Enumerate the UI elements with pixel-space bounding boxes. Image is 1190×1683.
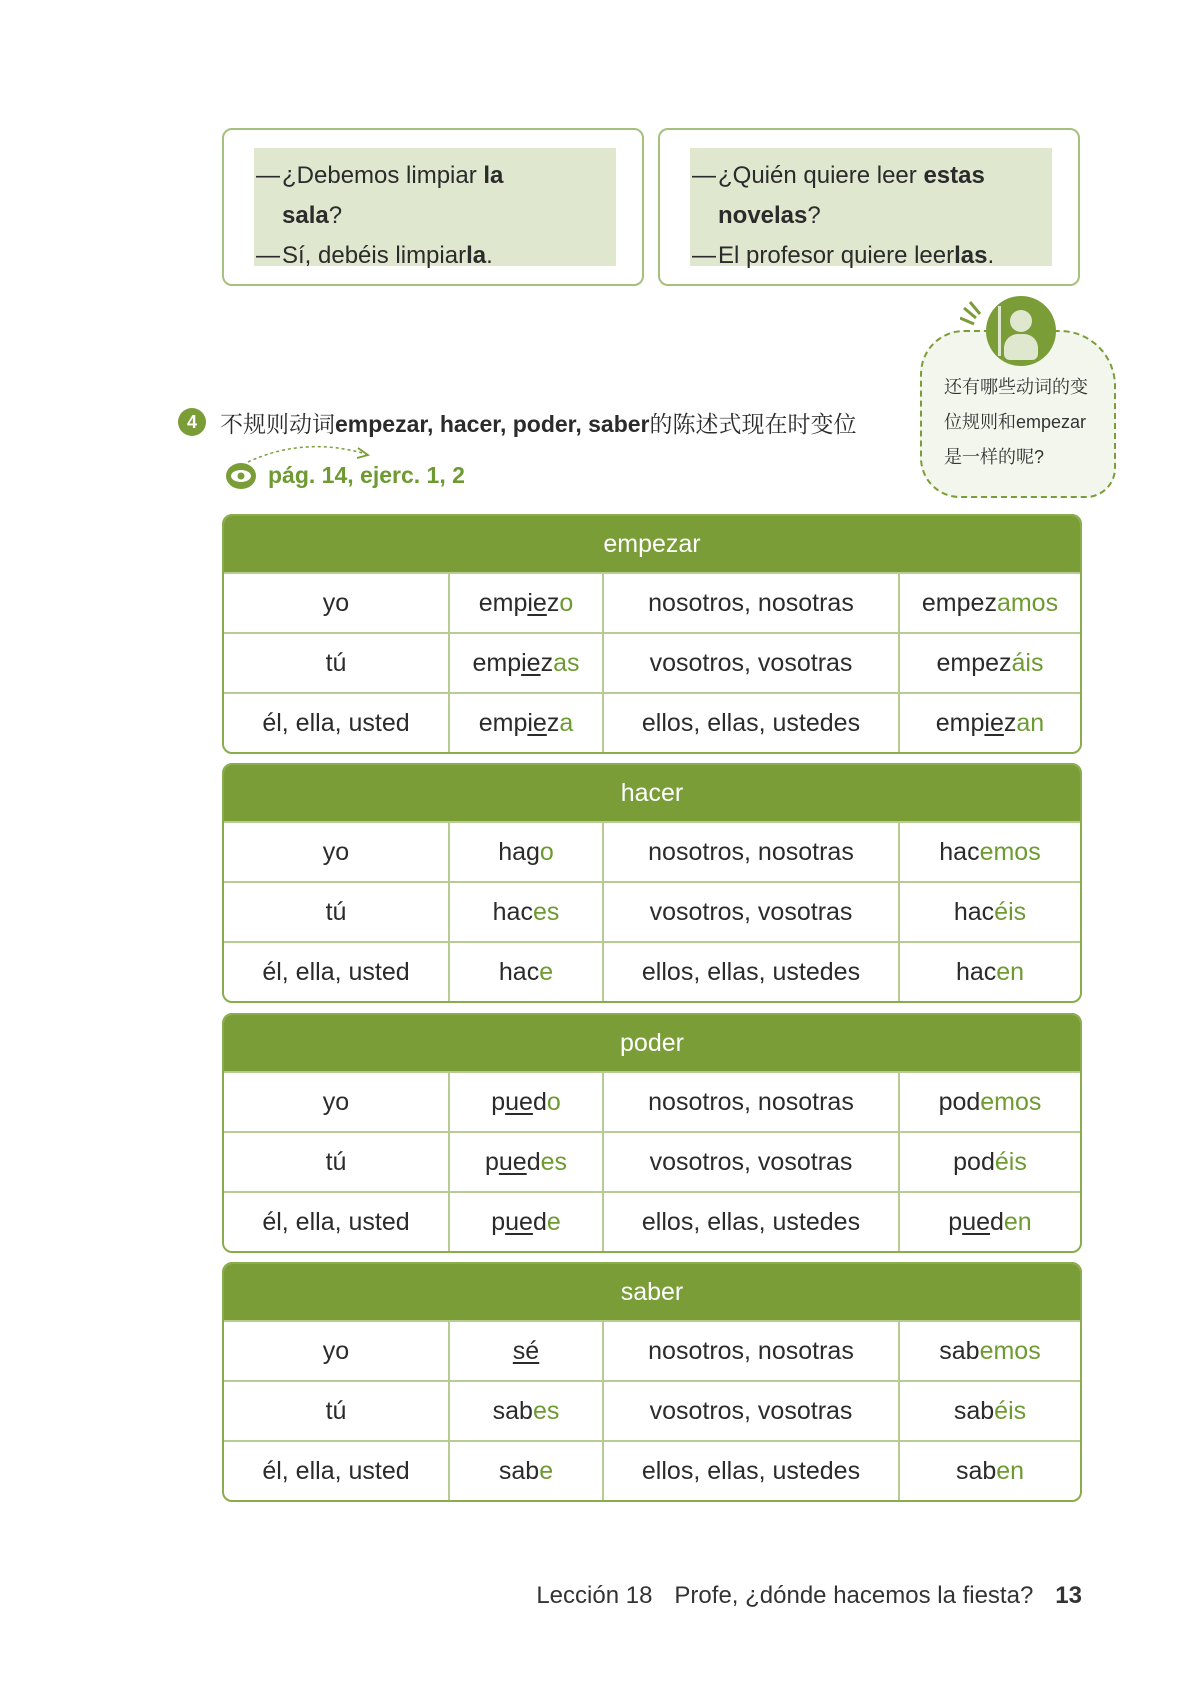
verb-form-singular [450,1193,604,1251]
lesson-title: Profe, ¿dónde hacemos la fiesta? [674,1582,1034,1609]
text-segment: emp [935,708,985,737]
text-segment: emos [979,1336,1041,1365]
verb-form-singular [450,634,604,692]
example-line [256,236,606,276]
verb-form-singular [450,574,604,632]
text-segment: ie [527,708,547,737]
text-segment: d [532,1087,547,1116]
text-segment: o [546,1087,561,1116]
text-segment: pod [938,1087,981,1116]
table-row [224,881,1080,941]
table-header-verb: hacer [224,765,1080,821]
text-segment: d [526,1147,541,1176]
text-segment: z [546,588,560,617]
text-segment: p [491,1207,506,1236]
page-number: 13 [1055,1582,1082,1609]
verb-form-plural [900,943,1080,1001]
pronoun-singular: él, ella, usted [224,943,450,1001]
text-segment: a [559,708,574,737]
example-box-2 [658,128,1080,286]
section-heading [178,404,857,440]
text-segment: e [546,1207,561,1236]
verb-form-plural [900,634,1080,692]
don-quixote-icon [986,296,1056,366]
text-segment: sala [282,202,329,229]
text-segment: ue [505,1207,533,1236]
text-segment: empez [921,588,997,617]
verb-form-plural [900,1193,1080,1251]
text-segment: hac [492,897,533,926]
text-segment: sé [512,1336,540,1365]
text-segment: es [532,897,560,926]
text-segment: ie [527,588,547,617]
text-segment: en [996,1456,1025,1485]
pronoun-singular: tú [224,1133,450,1191]
text-segment: ue [962,1207,990,1236]
text-segment: e [539,1456,554,1485]
pronoun-singular: tú [224,634,450,692]
example-box-1 [222,128,644,286]
section-number: 4 [178,408,206,436]
text-segment: o [539,837,554,866]
pronoun-singular: yo [224,1073,450,1131]
exercise-reference-text: pág. 14, ejerc. 1, 2 [268,462,465,488]
table-row [224,941,1080,1001]
text-segment: 不规则动词 [220,410,335,437]
text-segment: éis [994,1147,1027,1176]
text-segment: d [532,1207,547,1236]
pronoun-plural: ellos, ellas, ustedes [604,694,900,752]
table-row [224,1320,1080,1380]
pronoun-singular: tú [224,1382,450,1440]
text-segment: e [539,957,554,986]
text-segment: sab [955,1456,997,1485]
example-line [718,196,1042,236]
verb-form-singular [450,943,604,1001]
text-segment: 的陈述式现在时变位 [649,410,857,437]
text-segment: áis [1011,648,1044,677]
text-segment: en [1003,1207,1032,1236]
conjugation-table-saber [222,1262,1082,1502]
text-segment: emp [478,588,528,617]
text-segment: empez [936,648,1012,677]
text-segment: ? [328,202,343,229]
text-segment: p [948,1207,963,1236]
example-text-1 [254,148,616,269]
table-header-verb: saber [224,1264,1080,1320]
tip-line: 还有哪些动词的变 [944,377,1088,397]
verb-form-plural [900,574,1080,632]
table-header-verb: empezar [224,516,1080,572]
pronoun-plural: vosotros, vosotras [604,634,900,692]
text-segment: z [546,708,560,737]
text-segment: . [987,242,995,269]
pronoun-plural: nosotros, nosotras [604,823,900,881]
pronoun-plural: vosotros, vosotras [604,1133,900,1191]
text-segment: d [990,1207,1004,1236]
verb-form-singular [450,883,604,941]
text-segment: El profesor quiere leer [718,242,955,269]
text-segment: emp [472,648,522,677]
section-title [220,406,857,439]
text-segment: g [526,837,540,866]
verb-form-singular [450,1382,604,1440]
text-segment: novelas [718,202,808,229]
text-segment: estas [923,162,985,189]
pronoun-plural: ellos, ellas, ustedes [604,1442,900,1500]
text-segment: hac [498,957,540,986]
table-header-verb: poder [224,1015,1080,1071]
text-segment: p [491,1087,506,1116]
text-segment: — [256,242,280,269]
text-segment: ie [984,708,1004,737]
example-text-2 [690,148,1052,269]
verb-form-plural [900,694,1080,752]
verb-form-singular [450,823,604,881]
pronoun-plural: nosotros, nosotras [604,1073,900,1131]
text-segment: amos [996,588,1059,617]
pronoun-singular: él, ella, usted [224,1442,450,1500]
table-row [224,1380,1080,1440]
eye-icon [226,463,256,489]
text-segment: ha [498,837,526,866]
text-segment: la [466,242,487,269]
pronoun-singular: yo [224,1322,450,1380]
text-segment: emos [979,837,1041,866]
text-segment: hac [955,957,997,986]
verb-form-plural [900,1382,1080,1440]
text-segment: las [954,242,988,269]
example-line [282,196,606,236]
text-segment: ? [807,202,821,229]
text-segment: — [256,162,280,189]
pronoun-plural: vosotros, vosotras [604,1382,900,1440]
text-segment: emos [980,1087,1042,1116]
verb-form-singular [450,694,604,752]
text-segment: . [486,242,493,269]
text-segment: — [692,162,716,189]
verb-form-singular [450,1322,604,1380]
verb-form-singular [450,1442,604,1500]
text-segment: en [996,957,1025,986]
verb-form-plural [900,1073,1080,1131]
table-row [224,1191,1080,1251]
table-row [224,1071,1080,1131]
text-segment: éis [994,897,1027,926]
text-segment: as [553,648,580,677]
pronoun-singular: yo [224,823,450,881]
text-segment: Sí, debéis limpiar [282,242,467,269]
table-row [224,572,1080,632]
text-segment: — [692,242,716,269]
table-row [224,692,1080,752]
pronoun-singular: él, ella, usted [224,1193,450,1251]
text-segment: ie [521,648,541,677]
text-segment: ¿Debemos limpiar [282,162,484,189]
text-segment: emp [478,708,528,737]
text-segment: ¿Quién quiere leer [718,162,924,189]
tip-line: 位规则和empezar [944,412,1087,432]
example-line [692,156,1042,196]
table-row [224,1131,1080,1191]
lesson-label: Lección 18 [536,1582,653,1609]
example-line [256,156,606,196]
text-segment: z [540,648,554,677]
table-row [224,821,1080,881]
text-segment: sab [498,1456,540,1485]
text-segment: es [540,1147,568,1176]
verb-form-plural [900,823,1080,881]
pronoun-singular: tú [224,883,450,941]
verb-form-plural [900,1133,1080,1191]
text-segment: z [1003,708,1017,737]
text-segment: hac [953,897,995,926]
text-segment: éis [994,1396,1027,1425]
pronoun-plural: nosotros, nosotras [604,1322,900,1380]
text-segment: an [1016,708,1045,737]
text-segment: hac [939,837,980,866]
example-line [692,236,1042,276]
conjugation-table-empezar [222,514,1082,754]
text-segment: empezar, hacer, poder, saber [335,410,650,437]
verb-form-plural [900,1442,1080,1500]
pronoun-plural: ellos, ellas, ustedes [604,1193,900,1251]
text-segment: p [484,1147,499,1176]
text-segment: es [532,1396,560,1425]
text-segment: pod [953,1147,995,1176]
verb-form-plural [900,883,1080,941]
text-segment: sab [953,1396,995,1425]
page-footer [536,1582,1082,1610]
text-segment: o [559,588,574,617]
verb-form-singular [450,1133,604,1191]
tip-line: 是一样的呢? [944,447,1045,467]
pronoun-plural: vosotros, vosotras [604,883,900,941]
verb-form-plural [900,1322,1080,1380]
pronoun-singular: yo [224,574,450,632]
table-row [224,632,1080,692]
text-segment: ue [505,1087,533,1116]
text-segment: sab [939,1336,980,1365]
text-segment: sab [492,1396,533,1425]
text-segment: la [483,162,504,189]
pronoun-plural: ellos, ellas, ustedes [604,943,900,1001]
text-segment: ue [498,1147,527,1176]
exercise-reference[interactable] [226,462,465,489]
conjugation-table-poder [222,1013,1082,1253]
verb-form-singular [450,1073,604,1131]
pronoun-plural: nosotros, nosotras [604,574,900,632]
pronoun-singular: él, ella, usted [224,694,450,752]
table-row [224,1440,1080,1500]
conjugation-table-hacer [222,763,1082,1003]
